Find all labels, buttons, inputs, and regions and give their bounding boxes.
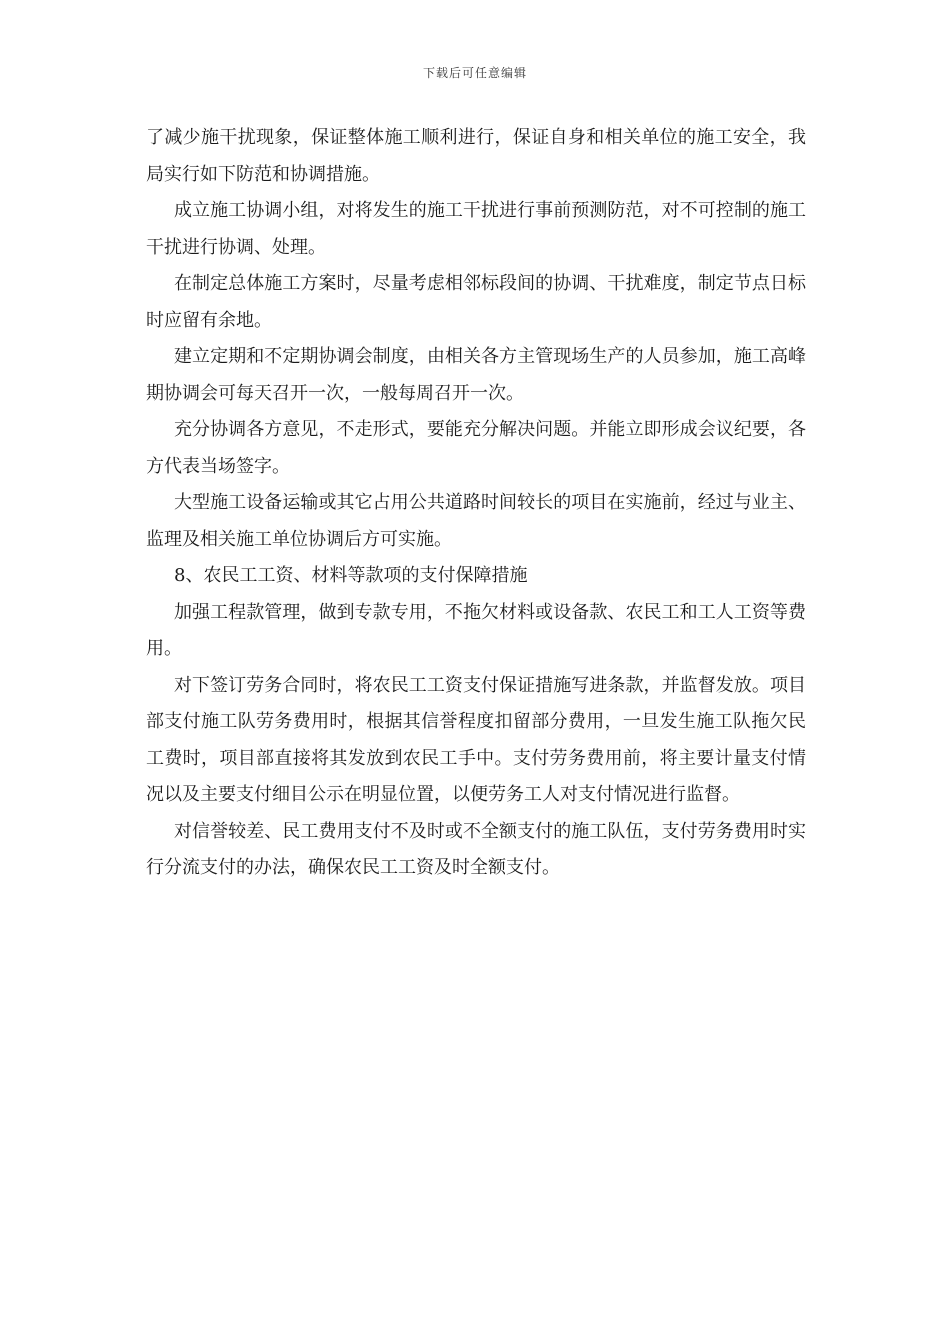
paragraph-2: 成立施工协调小组，对将发生的施工干扰进行事前预测防范，对不可控制的施工干扰进行协调、处理。 <box>146 200 806 258</box>
paragraph-1: 了减少施干扰现象，保证整体施工顺利进行，保证自身和相关单位的施工安全，我局实行如下防范和协调措施。 <box>146 127 806 185</box>
paragraph-3: 在制定总体施工方案时，尽量考虑相邻标段间的协调、干扰难度，制定节点日标时应留有余地。 <box>146 273 806 331</box>
paragraph-4: 建立定期和不定期协调会制度，由相关各方主管现场生产的人员参加，施工高峰期协调会可每天召开一次，一般每周召开一次。 <box>146 346 806 404</box>
paragraph-5: 充分协调各方意见，不走形式，要能充分解决问题。并能立即形成会议纪要，各方代表当场签字。 <box>146 419 806 477</box>
section-heading: 8、农民工工资、材料等款项的支付保障措施 <box>174 565 528 586</box>
paragraph-9: 对信誉较差、民工费用支付不及时或不全额支付的施工队伍，支付劳务费用时实行分流支付的办法，确保农民工工资及时全额支付。 <box>146 820 806 878</box>
page-header: 下载后可任意编辑 <box>422 66 527 80</box>
paragraph-8: 对下签订劳务合同时，将农民工工资支付保证措施写进条款，并监督发放。项目部支付施工队劳务费用时，根据其信誉程度扣留部分费用，一旦发生施工队拖欠民工费时，项目部直接将其发放到农民工手中。支付劳务费用前，将主要计量支付情况以及主要支付细目公示在明显位置，以便劳务工人对支付情况进行监督。 <box>146 674 806 805</box>
paragraph-6: 大型施工设备运输或其它占用公共道路时间较长的项目在实施前，经过与业主、监理及相关施工单位协调后方可实施。 <box>146 492 806 550</box>
paragraph-7: 加强工程款管理，做到专款专用，不拖欠材料或设备款、农民工和工人工资等费用。 <box>146 601 806 659</box>
document-body <box>146 120 806 887</box>
